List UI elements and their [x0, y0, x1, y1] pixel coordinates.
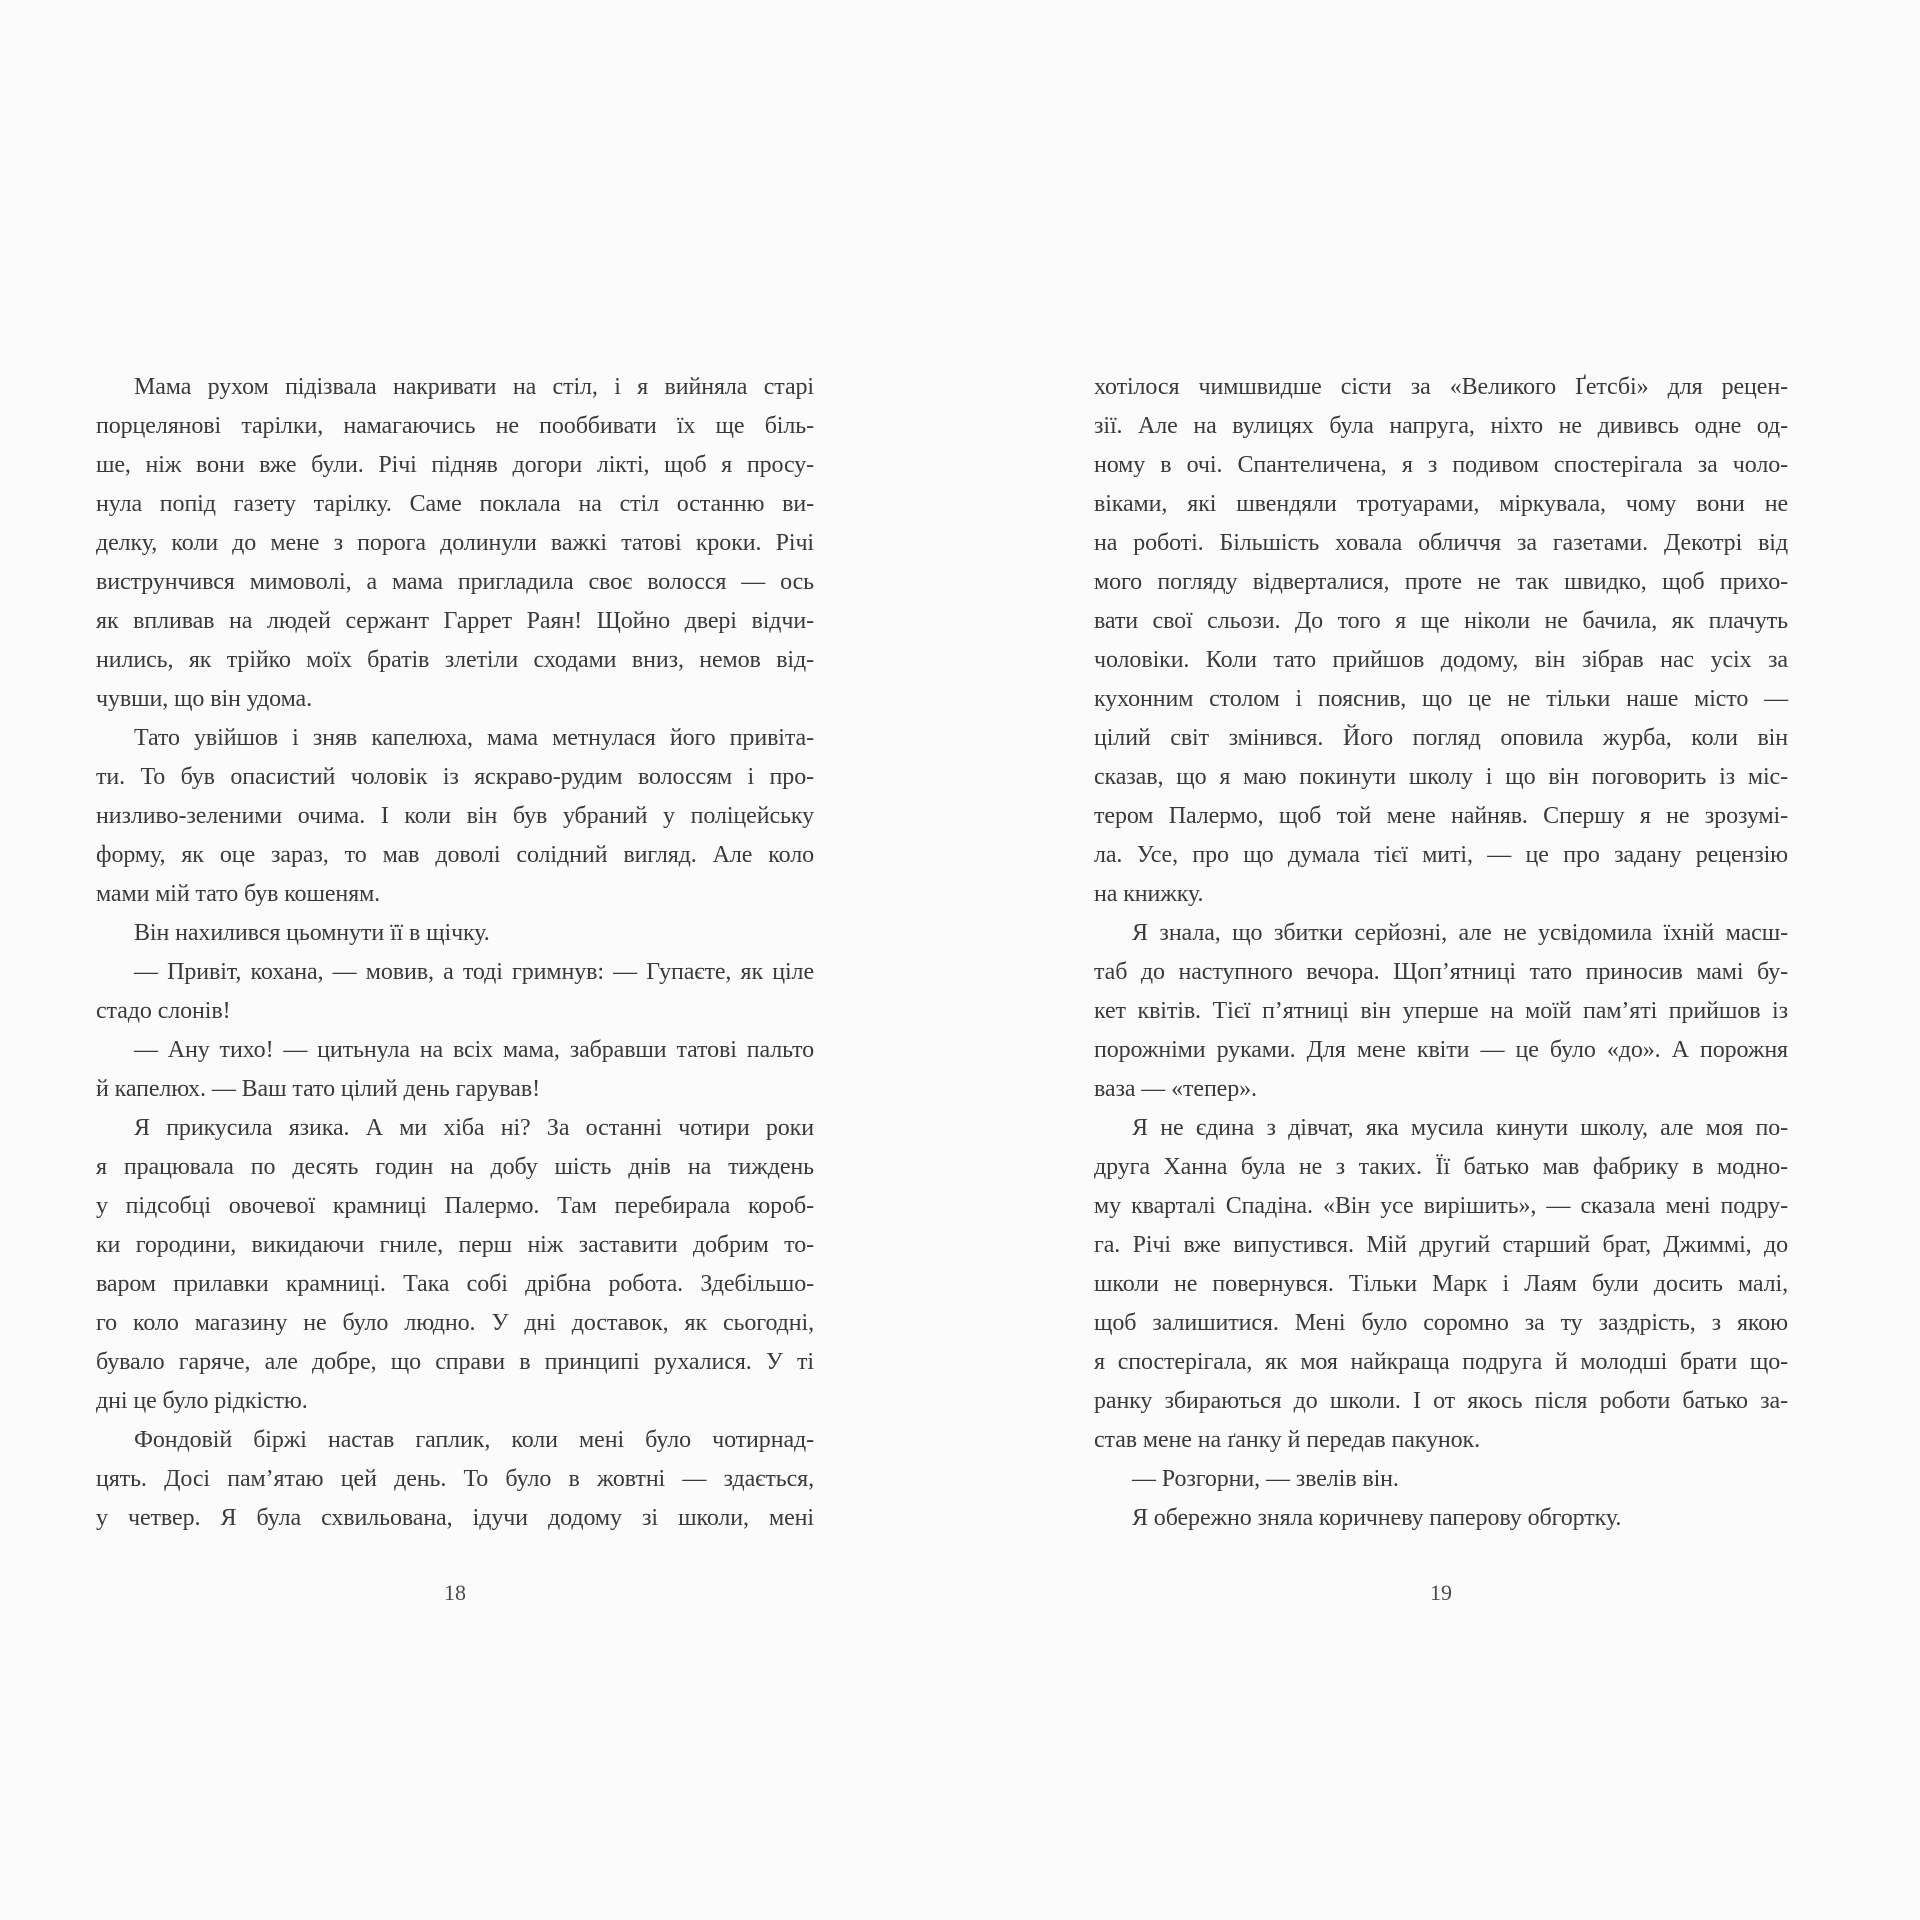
text-line: на роботі. Більшість ховала обличчя за газетами. Декотрі від — [1094, 530, 1788, 556]
text-line: — Привіт, кохана, — мовив, а тоді гримнув: — Гупаєте, як ціле — [134, 959, 814, 985]
text-line: кет квітів. Тієї п’ятниці він уперше на моїй пам’яті прийшов із — [1094, 998, 1788, 1024]
text-line: га. Річі вже випустився. Мій другий старший брат, Джиммі, до — [1094, 1232, 1788, 1258]
text-line: Я не єдина з дівчат, яка мусила кинути школу, але моя по- — [1132, 1115, 1788, 1141]
text-line: я працювала по десять годин на добу шість днів на тиждень — [96, 1154, 814, 1180]
text-line: став мене на ґанку й передав пакунок. — [1094, 1427, 1480, 1453]
text-line: порожніми руками. Для мене квіти — це було «до». А порожня — [1094, 1037, 1788, 1063]
text-line: кухонним столом і пояснив, що це не тільки наше місто — — [1094, 686, 1788, 712]
page-number-left: 18 — [444, 1580, 466, 1605]
text-line: мого погляду відверталися, проте не так швидко, щоб прихо- — [1094, 569, 1788, 595]
text-line: нились, як трійко моїх братів злетіли сходами вниз, немов від- — [96, 647, 814, 673]
text-line: школи не повернувся. Тільки Марк і Лаям були досить малі, — [1094, 1271, 1788, 1297]
text-line: щоб залишитися. Мені було соромно за ту заздрість, з якою — [1094, 1310, 1788, 1336]
text-line: дні це було рідкістю. — [96, 1388, 308, 1414]
text-line: — Розгорни, — звелів він. — [1132, 1466, 1399, 1492]
text-line: чоловіки. Коли тато прийшов додому, він зібрав нас усіх за — [1094, 647, 1788, 673]
page-number-right: 19 — [1430, 1580, 1452, 1605]
text-line: му кварталі Спадіна. «Він усе вирішить», — сказала мені подру- — [1094, 1193, 1788, 1219]
text-line: мами мій тато був кошеням. — [96, 881, 381, 907]
text-line: нула попід газету тарілку. Саме поклала на стіл останню ви- — [96, 491, 814, 517]
page-text-right — [1094, 368, 1788, 1538]
text-line: низливо-зеленими очима. І коли він був убраний у поліцейську — [96, 803, 814, 829]
text-line: Фондовій біржі настав гаплик, коли мені було чотирнад- — [134, 1427, 814, 1453]
book-page-right — [1094, 368, 1788, 1605]
text-line: Мама рухом підізвала накривати на стіл, і я вийняла старі — [134, 374, 814, 400]
text-line: варом прилавки крамниці. Така собі дрібна робота. Здебільшо- — [96, 1271, 814, 1297]
text-line: ному в очі. Спантеличена, я з подивом спостерігала за чоло- — [1094, 452, 1788, 478]
text-line: ла. Усе, про що думала тієї миті, — це про задану рецензію — [1094, 842, 1788, 868]
text-line: — Ану тихо! — цитьнула на всіх мама, забравши татові пальто — [134, 1037, 814, 1063]
text-line: бувало гаряче, але добре, що справи в принципі рухалися. У ті — [96, 1349, 814, 1375]
text-line: виструнчився мимоволі, а мама пригладила своє волосся — ось — [96, 569, 814, 595]
text-line: хотілося чимшвидше сісти за «Великого Ґетсбі» для рецен- — [1094, 374, 1788, 400]
text-line: у четвер. Я була схвильована, ідучи додому зі школи, мені — [96, 1505, 814, 1531]
text-line: стадо слонів! — [96, 998, 231, 1024]
text-line: Він нахилився цьомнути її в щічку. — [134, 920, 490, 946]
text-line: делку, коли до мене з порога долинули важкі татові кроки. Річі — [96, 530, 814, 556]
text-line: у підсобці овочевої крамниці Палермо. Там перебирала короб- — [96, 1193, 814, 1219]
text-line: Я знала, що збитки серйозні, але не усвідомила їхній масш- — [1132, 920, 1788, 946]
text-line: я спостерігала, як моя найкраща подруга й молодші брати що- — [1094, 1349, 1788, 1375]
text-line: як впливав на людей сержант Гаррет Раян! Щойно двері відчи- — [96, 608, 814, 634]
text-line: порцелянові тарілки, намагаючись не пооббивати їх ще біль- — [96, 413, 814, 439]
text-line: ранку збираються до школи. І от якось після роботи батько за- — [1094, 1388, 1788, 1414]
text-line: віками, які швендяли тротуарами, міркувала, чому вони не — [1094, 491, 1788, 517]
text-line: ти. То був опасистий чоловік із яскраво-рудим волоссям і про- — [96, 764, 814, 790]
text-line: форму, як оце зараз, то мав доволі солідний вигляд. Але коло — [96, 842, 814, 868]
text-line: вати свої сльози. До того я ще ніколи не бачила, як плачуть — [1094, 608, 1788, 634]
text-line: таб до наступного вечора. Щоп’ятниці тато приносив мамі бу- — [1094, 959, 1788, 985]
book-page-left — [96, 368, 814, 1605]
text-line: Я обережно зняла коричневу паперову обгортку. — [1132, 1505, 1622, 1531]
text-line: зії. Але на вулицях була напруга, ніхто не дививсь одне од- — [1094, 413, 1788, 439]
text-line: цять. Досі пам’ятаю цей день. То було в жовтні — здається, — [96, 1466, 814, 1492]
text-line: ше, ніж вони вже були. Річі підняв догори лікті, щоб я просу- — [96, 452, 814, 478]
text-line: й капелюх. — Ваш тато цілий день гарував! — [96, 1076, 540, 1102]
page-text-left — [96, 368, 814, 1538]
text-line: Я прикусила язика. А ми хіба ні? За останні чотири роки — [134, 1115, 814, 1141]
text-line: ки городини, викидаючи гниле, перш ніж заставити добрим то- — [96, 1232, 814, 1258]
text-line: ваза — «тепер». — [1094, 1076, 1257, 1102]
text-line: сказав, що я маю покинути школу і що він поговорить із міс- — [1094, 764, 1788, 790]
text-line: на книжку. — [1094, 881, 1204, 907]
text-line: го коло магазину не було людно. У дні доставок, як сьогодні, — [96, 1310, 814, 1336]
text-line: тером Палермо, щоб той мене найняв. Спершу я не зрозумі- — [1094, 803, 1788, 829]
text-line: друга Ханна була не з таких. Її батько мав фабрику в модно- — [1094, 1154, 1788, 1180]
text-line: Тато увійшов і зняв капелюха, мама метнулася його привіта- — [134, 725, 814, 751]
text-line: чувши, що він удома. — [96, 686, 312, 712]
text-line: цілий світ змінився. Його погляд оповила журба, коли він — [1094, 725, 1788, 751]
